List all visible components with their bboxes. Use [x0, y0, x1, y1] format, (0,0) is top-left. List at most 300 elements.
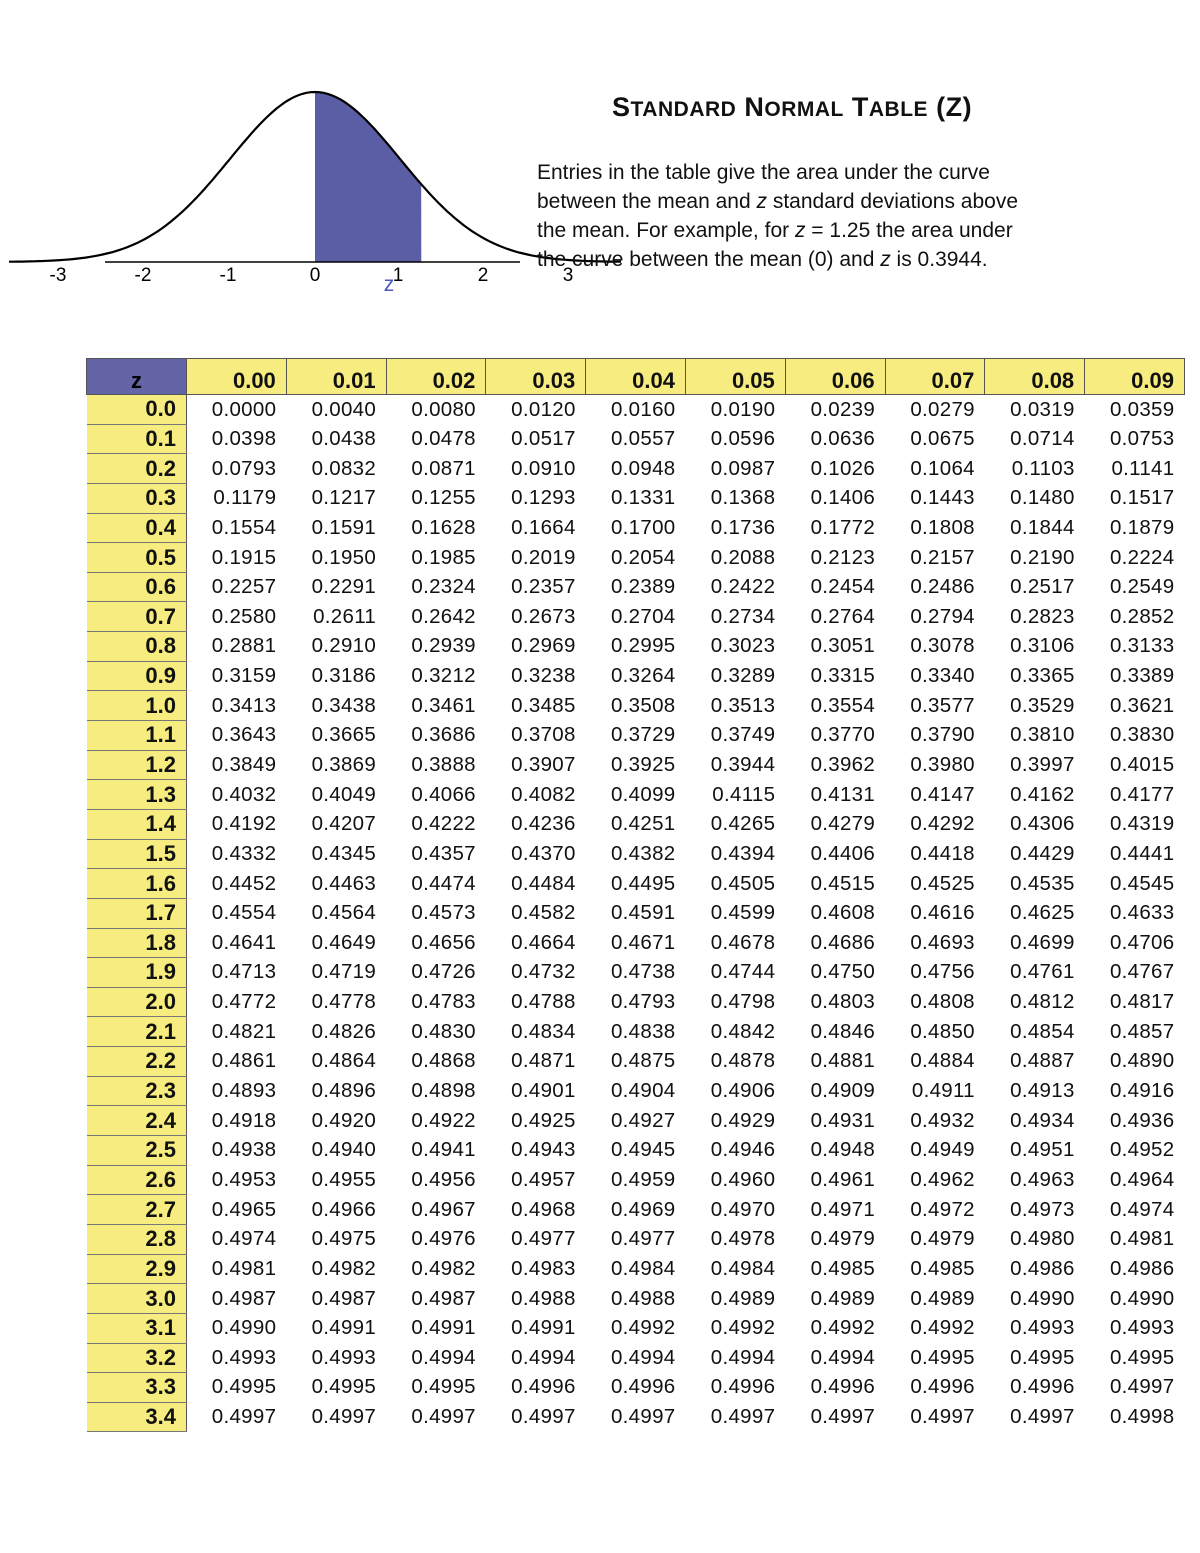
table-cell: 0.4625: [1010, 901, 1075, 925]
table-cell: 0.3212: [411, 664, 476, 688]
row-header: 1.6: [87, 869, 187, 899]
row-header: 0.9: [87, 661, 187, 691]
description-line: [537, 187, 1127, 216]
table-cell: 0.4920: [311, 1108, 377, 1132]
table-cell: 0.4968: [511, 1197, 576, 1221]
table-cell: 0.4994: [511, 1345, 576, 1369]
row-header: 3.2: [87, 1343, 187, 1373]
table-cell: 0.3665: [311, 723, 377, 747]
table-cell: 0.4960: [710, 1167, 776, 1191]
column-header: 0.05: [685, 359, 785, 395]
table-cell: 0.1480: [1010, 486, 1075, 510]
table-cell: 0.4649: [311, 930, 377, 954]
table-cell: 0.4854: [1010, 1019, 1075, 1043]
table-cell: 0.4980: [1010, 1227, 1075, 1251]
table-cell: 0.2881: [211, 634, 277, 658]
row-header: 0.8: [87, 632, 187, 662]
table-cell: 0.2454: [810, 575, 876, 599]
table-cell: 0.1915: [211, 545, 277, 569]
table-cell: 0.4292: [910, 812, 975, 836]
table-cell: 0.4946: [710, 1138, 776, 1162]
table-cell: 0.4977: [610, 1227, 676, 1251]
table-cell: 0.4545: [1109, 871, 1175, 895]
table-cell: 0.4861: [211, 1049, 277, 1073]
axis-tick-label: 1: [392, 265, 404, 286]
table-cell: 0.0279: [910, 397, 975, 421]
row-header: 0.4: [87, 513, 187, 543]
table-cell: 0.4857: [1109, 1019, 1175, 1043]
table-cell: 0.4783: [411, 990, 476, 1014]
table-cell: 0.4656: [411, 930, 476, 954]
table-cell: 0.4382: [610, 841, 676, 865]
table-cell: 0.4997: [910, 1405, 975, 1429]
table-cell: 0.4726: [411, 960, 476, 984]
table-cell: 0.2794: [910, 604, 975, 628]
table-cell: 0.4995: [211, 1375, 277, 1399]
table-row: [87, 661, 1185, 691]
table-cell: 0.2357: [511, 575, 576, 599]
table-cell: 0.4463: [311, 871, 377, 895]
column-header: 0.04: [586, 359, 686, 395]
table-cell: 0.0478: [411, 426, 476, 450]
table-cell: 0.2019: [511, 545, 576, 569]
table-cell: 0.4987: [211, 1286, 277, 1310]
table-cell: 0.3315: [810, 664, 876, 688]
table-cell: 0.4931: [810, 1108, 876, 1132]
table-cell: 0.2224: [1109, 545, 1175, 569]
table-row: [87, 898, 1185, 928]
table-row: [87, 1195, 1185, 1225]
table-cell: 0.0832: [311, 456, 377, 480]
table-cell: 0.1700: [610, 515, 676, 539]
table-cell: 0.4976: [411, 1227, 476, 1251]
table-cell: 0.4699: [1010, 930, 1075, 954]
table-cell: 0.4706: [1109, 930, 1175, 954]
table-cell: 0.0793: [211, 456, 277, 480]
table-cell: 0.3830: [1109, 723, 1175, 747]
column-header: 0.07: [885, 359, 985, 395]
z-column-header: z: [87, 359, 187, 395]
table-cell: 0.4961: [810, 1167, 876, 1191]
table-row: [87, 691, 1185, 721]
table-cell: 0.4147: [910, 782, 975, 806]
table-cell: 0.3810: [1010, 723, 1075, 747]
table-cell: 0.4922: [411, 1108, 476, 1132]
table-cell: 0.4995: [1109, 1345, 1175, 1369]
table-cell: 0.2257: [211, 575, 277, 599]
table-cell: 0.4887: [1010, 1049, 1075, 1073]
table-cell: 0.3997: [1010, 753, 1075, 776]
table-cell: 0.4953: [211, 1167, 277, 1191]
table-cell: 0.3365: [1010, 664, 1075, 688]
table-cell: 0.1808: [910, 515, 975, 539]
table-row: [87, 1373, 1185, 1403]
table-cell: 0.4966: [311, 1197, 377, 1221]
table-row: [87, 543, 1185, 573]
table-row: [87, 1047, 1185, 1077]
z-symbol: z: [880, 248, 891, 271]
table-cell: 0.4916: [1109, 1079, 1175, 1103]
table-row: [87, 869, 1185, 899]
table-cell: 0.3508: [610, 693, 676, 717]
table-cell: 0.4977: [511, 1227, 576, 1251]
table-cell: 0.4332: [211, 841, 277, 865]
table-cell: 0.0557: [610, 426, 676, 450]
z-table: [86, 358, 1185, 1432]
table-cell: 0.2088: [710, 545, 776, 569]
table-cell: 0.4996: [610, 1375, 676, 1399]
row-header: 0.2: [87, 454, 187, 484]
table-cell: 0.4975: [311, 1227, 377, 1251]
table-cell: 0.4986: [1010, 1256, 1075, 1280]
table-cell: 0.4994: [610, 1345, 676, 1369]
table-cell: 0.4515: [810, 871, 876, 895]
table-cell: 0.4767: [1109, 960, 1175, 984]
table-cell: 0.4418: [910, 841, 975, 865]
row-header: 0.5: [87, 543, 187, 573]
table-cell: 0.2324: [411, 575, 476, 599]
table-cell: 0.4988: [511, 1286, 576, 1310]
row-header: 1.3: [87, 780, 187, 810]
row-header: 2.5: [87, 1136, 187, 1166]
table-cell: 0.0160: [610, 397, 676, 421]
description-text: between the mean and: [537, 190, 757, 213]
column-header: 0.03: [486, 359, 586, 395]
table-row: [87, 1224, 1185, 1254]
table-cell: 0.4798: [710, 990, 776, 1014]
description-text: is 0.3944.: [890, 248, 988, 271]
table-cell: 0.4993: [211, 1345, 277, 1369]
table-cell: 0.4826: [311, 1019, 377, 1043]
table-cell: 0.4875: [610, 1049, 676, 1073]
table-cell: 0.2764: [810, 604, 876, 628]
row-header: 0.7: [87, 602, 187, 632]
table-cell: 0.0714: [1010, 426, 1075, 450]
table-cell: 0.3907: [511, 753, 576, 776]
table-cell: 0.4951: [1010, 1138, 1075, 1162]
table-cell: 0.0190: [710, 397, 776, 421]
table-cell: 0.4713: [211, 960, 277, 984]
table-cell: 0.4864: [311, 1049, 377, 1073]
table-cell: 0.1179: [213, 486, 277, 510]
table-cell: 0.4803: [810, 990, 876, 1014]
table-cell: 0.4641: [211, 930, 277, 954]
table-cell: 0.4991: [411, 1316, 476, 1340]
table-row: [87, 1076, 1185, 1106]
table-cell: 0.3888: [411, 753, 476, 776]
table-row: [87, 1165, 1185, 1195]
description-line: [537, 245, 1127, 274]
table-cell: 0.0438: [311, 426, 377, 450]
table-cell: 0.4955: [311, 1167, 377, 1191]
row-header: 1.5: [87, 839, 187, 869]
description-text: the mean. For example, for: [537, 219, 795, 242]
table-cell: 0.0675: [910, 426, 975, 450]
table-cell: 0.4970: [710, 1197, 776, 1221]
table-cell: 0.4989: [710, 1286, 776, 1310]
table-cell: 0.1554: [211, 515, 277, 539]
table-cell: 0.2969: [511, 634, 576, 658]
table-cell: 0.4948: [810, 1138, 876, 1162]
table-cell: 0.4817: [1109, 990, 1175, 1014]
table-row: [87, 1136, 1185, 1166]
table-cell: 0.4995: [1010, 1345, 1075, 1369]
table-cell: 0.4974: [1109, 1197, 1175, 1221]
table-cell: 0.1331: [610, 486, 676, 510]
table-cell: 0.4082: [511, 782, 576, 806]
table-cell: 0.2389: [610, 575, 676, 599]
table-cell: 0.4591: [610, 901, 676, 925]
table-cell: 0.1026: [810, 456, 876, 480]
column-header: 0.06: [785, 359, 885, 395]
table-cell: 0.4871: [511, 1049, 576, 1073]
table-cell: 0.4994: [411, 1345, 476, 1369]
table-cell: 0.4965: [211, 1197, 277, 1221]
table-cell: 0.4982: [311, 1256, 377, 1280]
table-cell: 0.4987: [411, 1286, 476, 1310]
table-cell: 0.4738: [610, 960, 676, 984]
table-row: [87, 1254, 1185, 1284]
table-cell: 0.4940: [311, 1138, 377, 1162]
table-cell: 0.4554: [211, 901, 277, 925]
axis-tick-label: 3: [562, 265, 574, 286]
table-cell: 0.3849: [211, 753, 277, 776]
axis-tick-label: 0: [309, 265, 321, 286]
table-cell: 0.4957: [511, 1167, 576, 1191]
table-cell: 0.4890: [1109, 1049, 1175, 1073]
table-cell: 0.4868: [411, 1049, 476, 1073]
row-header: 0.1: [87, 424, 187, 454]
description-text: the curve between the mean (0) and: [537, 248, 881, 271]
table-cell: 0.4793: [610, 990, 676, 1014]
table-cell: 0.3051: [810, 634, 876, 658]
row-header: 2.6: [87, 1165, 187, 1195]
table-cell: 0.3078: [910, 634, 975, 658]
table-cell: 0.4990: [1010, 1286, 1075, 1310]
table-cell: 0.2422: [710, 575, 776, 599]
table-cell: 0.1628: [411, 515, 476, 539]
table-cell: 0.4495: [610, 871, 676, 895]
table-row: [87, 572, 1185, 602]
table-cell: 0.4989: [810, 1286, 876, 1310]
table-cell: 0.3485: [511, 693, 576, 717]
table-cell: 0.4997: [1010, 1405, 1075, 1429]
table-cell: 0.4850: [910, 1019, 975, 1043]
description-line: [537, 158, 1127, 187]
table-cell: 0.4911: [911, 1079, 975, 1103]
table-cell: 0.2910: [311, 634, 377, 658]
table-row: [87, 987, 1185, 1017]
axis-tick-labels: [50, 265, 574, 286]
table-cell: 0.3023: [710, 634, 776, 658]
table-cell: 0.4909: [810, 1079, 876, 1103]
table-cell: 0.4251: [610, 812, 676, 836]
table-cell: 0.4993: [311, 1345, 377, 1369]
table-cell: 0.1591: [311, 515, 377, 539]
table-cell: 0.4990: [1109, 1286, 1175, 1310]
table-cell: 0.4222: [411, 812, 476, 836]
table-cell: 0.0359: [1109, 397, 1175, 421]
table-cell: 0.2291: [311, 575, 377, 599]
table-cell: 0.1879: [1109, 515, 1175, 539]
table-cell: 0.3554: [810, 693, 876, 717]
table-cell: 0.4357: [411, 841, 476, 865]
row-header: 3.4: [87, 1402, 187, 1432]
table-cell: 0.2580: [211, 604, 277, 628]
table-cell: 0.4441: [1109, 841, 1175, 865]
column-header: 0.02: [386, 359, 486, 395]
table-cell: 0.4693: [910, 930, 975, 954]
z-symbol: z: [794, 219, 806, 242]
row-header: 1.0: [87, 691, 187, 721]
table-cell: 0.3708: [511, 723, 576, 747]
table-cell: 0.3513: [710, 693, 776, 717]
description-text: Entries in the table give the area under the curve: [537, 161, 990, 184]
table-body: [87, 395, 1185, 1432]
table-cell: 0.4192: [211, 812, 277, 836]
table-cell: 0.4996: [910, 1375, 975, 1399]
table-cell: 0.4884: [910, 1049, 975, 1073]
table-row: [87, 780, 1185, 810]
table-cell: 0.2852: [1109, 604, 1175, 628]
table-cell: 0.4959: [610, 1167, 676, 1191]
table-cell: 0.4115: [712, 782, 776, 806]
table-cell: 0.4633: [1109, 901, 1175, 925]
table-cell: 0.0636: [810, 426, 876, 450]
table-cell: 0.4207: [311, 812, 377, 836]
table-cell: 0.0120: [511, 397, 576, 421]
row-header: 1.9: [87, 958, 187, 988]
table-cell: 0.4989: [910, 1286, 975, 1310]
table-cell: 0.1141: [1111, 456, 1175, 480]
table-cell: 0.4974: [211, 1227, 277, 1251]
table-cell: 0.4991: [511, 1316, 576, 1340]
table-cell: 0.3438: [311, 693, 377, 717]
table-cell: 0.4941: [411, 1138, 476, 1162]
table-cell: 0.4582: [511, 901, 576, 925]
row-header: 2.3: [87, 1076, 187, 1106]
table-cell: 0.0753: [1109, 426, 1175, 450]
table-cell: 0.4525: [910, 871, 975, 895]
table-cell: 0.1406: [810, 486, 876, 510]
table-row: [87, 1402, 1185, 1432]
table-cell: 0.4985: [810, 1256, 876, 1280]
table-cell: 0.0871: [411, 456, 476, 480]
row-header: 2.0: [87, 987, 187, 1017]
table-row: [87, 750, 1185, 780]
table-cell: 0.3340: [910, 664, 975, 688]
z-symbol: z: [756, 190, 767, 213]
table-cell: 0.4838: [610, 1019, 676, 1043]
table-cell: 0.4564: [311, 901, 377, 925]
table-cell: 0.4997: [710, 1405, 776, 1429]
table-cell: 0.4949: [910, 1138, 975, 1162]
row-header: 1.4: [87, 809, 187, 839]
table-cell: 0.4964: [1109, 1167, 1175, 1191]
table-cell: 0.4772: [211, 990, 277, 1014]
table-cell: 0.4881: [810, 1049, 876, 1073]
table-cell: 0.4162: [1010, 782, 1075, 806]
table-cell: 0.4981: [211, 1256, 277, 1280]
table-cell: 0.4808: [910, 990, 975, 1014]
table-cell: 0.4265: [710, 812, 776, 836]
table-cell: 0.4996: [511, 1375, 576, 1399]
table-cell: 0.4938: [211, 1138, 277, 1162]
table-cell: 0.3389: [1109, 664, 1175, 688]
table-cell: 0.3643: [211, 723, 277, 747]
table-cell: 0.4306: [1010, 812, 1075, 836]
table-cell: 0.4049: [311, 782, 377, 806]
page-title: STANDARD NORMAL TABLE (Z): [612, 92, 973, 122]
table-cell: 0.4992: [710, 1316, 776, 1340]
table-cell: 0.4997: [411, 1405, 476, 1429]
table-cell: 0.4608: [810, 901, 876, 925]
table-row: [87, 513, 1185, 543]
table-cell: 0.4962: [910, 1167, 975, 1191]
table-cell: 0.3790: [910, 723, 975, 747]
row-header: 3.0: [87, 1284, 187, 1314]
table-cell: 0.4830: [411, 1019, 476, 1043]
table-row: [87, 809, 1185, 839]
table-cell: 0.2157: [910, 545, 975, 569]
table-cell: 0.4535: [1010, 871, 1075, 895]
table-cell: 0.4904: [610, 1079, 676, 1103]
table-cell: 0.4952: [1109, 1138, 1175, 1162]
description: [537, 158, 1127, 274]
table-cell: 0.0000: [211, 397, 277, 421]
table-cell: 0.4906: [710, 1079, 776, 1103]
table-cell: 0.2734: [710, 604, 776, 628]
table-cell: 0.4985: [910, 1256, 975, 1280]
table-cell: 0.4319: [1109, 812, 1175, 836]
table-row: [87, 721, 1185, 751]
table-cell: 0.4982: [411, 1256, 476, 1280]
table-cell: 0.2673: [511, 604, 576, 628]
table-cell: 0.4997: [311, 1405, 377, 1429]
table-cell: 0.3529: [1010, 693, 1075, 717]
axis-tick-label: -2: [134, 265, 152, 286]
table-cell: 0.4406: [810, 841, 876, 865]
table-cell: 0.4599: [710, 901, 776, 925]
description-text: = 1.25 the area under: [805, 219, 1013, 242]
row-header: 3.1: [87, 1313, 187, 1343]
table-cell: 0.3413: [211, 693, 277, 717]
table-cell: 0.4066: [411, 782, 476, 806]
table-cell: 0.3962: [810, 753, 876, 776]
row-header: 0.3: [87, 483, 187, 513]
table-cell: 0.4761: [1010, 960, 1075, 984]
table-cell: 0.4992: [910, 1316, 975, 1340]
table-cell: 0.4756: [910, 960, 975, 984]
row-header: 2.7: [87, 1195, 187, 1225]
table-cell: 0.4678: [710, 930, 776, 954]
table-cell: 0.4981: [1109, 1227, 1175, 1251]
table-cell: 0.4997: [511, 1405, 576, 1429]
table-cell: 0.4991: [311, 1316, 377, 1340]
table-cell: 0.4956: [411, 1167, 476, 1191]
table-cell: 0.2486: [910, 575, 975, 599]
table-row: [87, 1313, 1185, 1343]
table-cell: 0.4979: [810, 1227, 876, 1251]
table-cell: 0.4978: [710, 1227, 776, 1251]
table-cell: 0.4821: [211, 1019, 277, 1043]
table-cell: 0.4997: [610, 1405, 676, 1429]
shaded-area: [315, 92, 421, 262]
table-row: [87, 454, 1185, 484]
table-cell: 0.4878: [710, 1049, 776, 1073]
row-header: 2.9: [87, 1254, 187, 1284]
table-cell: 0.4996: [710, 1375, 776, 1399]
